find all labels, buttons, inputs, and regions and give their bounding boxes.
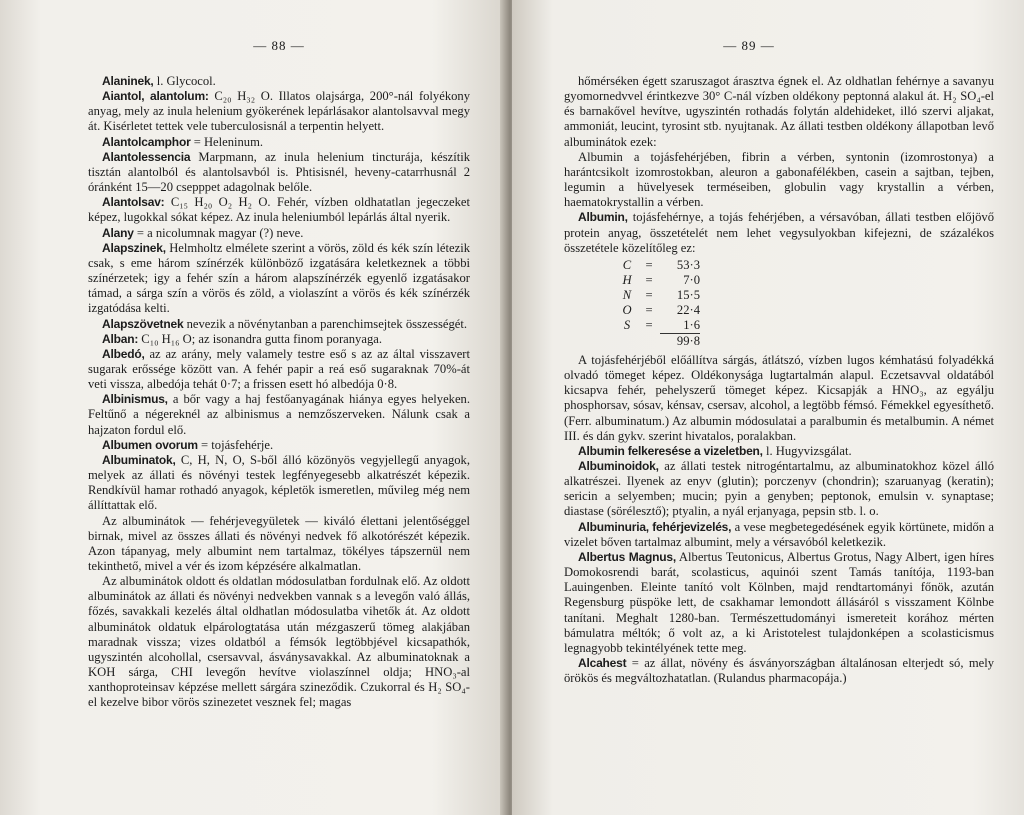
entry-text: = a nicolumnak magyar (?) neve. <box>133 225 304 240</box>
left-page-text <box>88 74 470 711</box>
right-page-number: — 89 — <box>723 38 775 53</box>
entry-text: Marpmann, az inula helenium tincturája, készítik tisztán alantolból és alantolsavból is. Phtisisnél, heveny-catarrhusnál 2 óránként 15—20 csepppet adagolnak belőle. <box>88 149 470 195</box>
right-page <box>512 0 1024 815</box>
entry-text: l. Hugyvizsgálat. <box>762 443 852 458</box>
dictionary-entry <box>88 150 470 195</box>
dictionary-entry <box>88 241 470 317</box>
entry-text: a vese megbetegedésének egyik körtünete, midőn a vizelet bőven tartalmaz albumint, mely a vérsavóból keletkezik. <box>564 519 994 549</box>
right-page-text <box>564 74 994 686</box>
dictionary-entry <box>88 514 470 575</box>
entry-text: Az albuminátok oldott és oldatlan módosulatban fordulnak elő. Az oldott albuminátok az állati és növényi nedvekben vannak s a levegőn való állás, főzés, savakkali kezelés által oldhatlan módosulatba vihetők át. Az oldott albuminátok oldatuk elpárologtatása után mézgaszerű tömeg alakjában maradnak vissza; vizes oldatból a fémsók legtöbbjével kicsapathók, ugyszintén alcohollal, csersavval, ásványsavakkal. Az albuminatoknak a KOH sárga, CHI levegőn hevítve violaszínnel oldja; HNO₃-al xanthoproteinsav képzése mellett sárgára szineződik. Czukorral és H₂ SO₄-el kezelve bibor vörös szinezetet vesznek fel; magas <box>88 574 470 710</box>
element-percent: 15·5 <box>676 287 700 302</box>
left-page <box>0 0 508 815</box>
entry-text: C₁₅ H₂₀ O₂ H₂ O. Fehér, vízben oldhatatlan jegeczeket képez, lugokkal sókat képez. Az inula heleniumból lepárlás által nyerik. <box>88 195 470 225</box>
dictionary-entry <box>88 195 470 225</box>
element-percent: 53·3 <box>676 257 700 272</box>
element-symbol: N <box>622 287 632 302</box>
dictionary-entry <box>88 226 470 241</box>
entry-term: Albumin, <box>578 210 628 225</box>
entry-term: Alantolcamphor <box>102 134 191 149</box>
entry-text: C₁₀ H₁₆ O; az isonandra gutta finom poranyaga. <box>138 331 382 346</box>
dictionary-entry <box>88 135 470 150</box>
entry-term: Alban: <box>102 331 139 346</box>
entry-term: Alapszinek, <box>102 240 166 255</box>
composition-total-row <box>616 333 994 349</box>
composition-row <box>616 303 994 318</box>
dictionary-entry <box>564 459 994 520</box>
entry-term: Alantolessencia <box>102 149 191 164</box>
dictionary-entry <box>88 347 470 392</box>
entry-text: hőmérséken égett szaruszagot árasztva égnek el. Az oldhatlan fehérnye a savanyu gyomornedvvel érintkezve 30° C-nál vízben oldékony peptonná alakul át. H₂ SO₄-el és barnakővel hevítve, ugyszintén rothadás folytán aldehideket, illó szervi aljakat, ammoniát, leucint, tyrosint stb. nyujtanak. Az állati testben oldékony állapotban levő albuminátok ezek: <box>564 74 994 149</box>
dictionary-entry <box>564 444 994 459</box>
element-symbol: S <box>623 317 631 332</box>
entry-term: Alcahest <box>578 656 627 670</box>
equals-sign: = <box>645 257 653 272</box>
dictionary-entry <box>564 74 994 150</box>
entry-text: Az albuminátok — fehérjevegyületek — kiváló élettani jelentőséggel birnak, mivel az összes állati és növényi nedvek fő alkotórészét képezik. Azon tápanyag, mely albumint nem tartalmaz, tökélyes tápszernül nem tekinthető, mivel a vér és izom képzésére alkalmatlan. <box>88 513 470 573</box>
entry-term: Albumen ovorum <box>102 437 198 452</box>
entry-term: Alaninek, <box>102 74 154 88</box>
equals-sign: = <box>645 287 653 302</box>
dictionary-entry <box>564 353 994 444</box>
element-percent: 7·0 <box>683 272 700 287</box>
entry-term: Alapszövetnek <box>102 316 184 331</box>
entry-text: C, H, N, O, S-ből álló közönyös vegyjellegű anyagok, melyek az állati és növényi testek legfényegesebb alkatrészét képezik. Rendkívül hamar rothadó anyagok, képletök ismeretlen, művileg még nem állíttattak elő. <box>88 452 470 513</box>
composition-row <box>616 273 994 288</box>
composition-row <box>616 258 994 273</box>
entry-text: az az arány, mely valamely testre eső s az az által visszavert sugarak erőssége között van. A fehér papir a reá eső sugaraknak 70%-át veti vissza, albedója tehát 0·7; a frissen esett hó albedója 0·8. <box>88 346 470 392</box>
dictionary-entry <box>88 332 470 347</box>
entry-text: az állati testek nitrogéntartalmu, az albuminatokhoz közel álló alkatrészei. Ilyenek az enyv (glutin); porczenyv (chondrin); szaruanyag (keratin); sericin a selyemben; mucin; pyin a genyben; peptonok, emulsin v. synaptase; diastase (sörélesztő); ptyalin, a nyál erjanyaga, pepsin stb. l. o. <box>564 458 994 519</box>
dictionary-entry <box>88 453 470 514</box>
dictionary-entry <box>88 74 470 89</box>
entry-text: a bőr vagy a haj festőanyagának hiánya egyes helyeken. Feltűnő a négereknél az albinismus a nemzőszerveken. Nálunk csak a hajzaton fordul elő. <box>88 392 470 437</box>
dictionary-entry <box>564 550 994 656</box>
entry-text: = tojásfehérje. <box>197 437 274 452</box>
dictionary-entry <box>564 150 994 211</box>
dictionary-entry <box>88 317 470 332</box>
composition-row <box>616 318 994 333</box>
entry-text: = az állat, növény és ásványországban általánosan elterjedt só, mely örökös és megváltozhatatlan. (Rulandus pharmacopája.) <box>564 656 994 686</box>
equals-sign: = <box>645 272 653 287</box>
entry-text: l. Glycocol. <box>153 74 216 88</box>
entry-text: C₂₀ H₃₂ O. Illatos olajsárga, 200°-nál folyékony anyag, mely az inula helenium gyökerének lepárlásakor alantolsavval megy át. Kisérletet tettek vele tuberculosisnál a terpentin helyett. <box>88 89 471 134</box>
entry-text: nevezik a növénytanban a parenchimsejtek összességét. <box>183 316 468 331</box>
composition-row <box>616 288 994 303</box>
entry-text: = Heleninum. <box>190 134 264 149</box>
element-symbol: C <box>622 257 632 272</box>
element-symbol: H <box>622 272 632 287</box>
entry-term: Albuminatok, <box>102 452 176 467</box>
right-paragraphs-before <box>564 74 994 256</box>
composition-total: 99·8 <box>660 333 700 349</box>
entry-term: Alany <box>102 225 134 240</box>
dictionary-entry <box>88 438 470 453</box>
albumin-composition-table <box>616 258 994 349</box>
entry-term: Albinismus, <box>102 392 168 407</box>
entry-text: Albumin a tojásfehérjében, fibrin a vérben, syntonin (izomrostonya) a harántcsikolt izomrostokban, aleuron a gabonafélékben, casein a sajtban, tejben, legumin a hüvelyesek terméseiben, globulin vagy krystallin a vérben, haematokrystallin a vérben. <box>564 149 994 210</box>
element-percent: 22·4 <box>676 302 700 317</box>
element-symbol: O <box>622 302 632 317</box>
entry-term: Alantolsav: <box>102 195 165 210</box>
dictionary-entry <box>88 574 470 710</box>
entry-term: Albuminoidok, <box>578 458 659 473</box>
entry-text: A tojásfehérjéből előállítva sárgás, átlátszó, vízben lugos kémhatású folyadékká olvadó tömeget képez. Oldékonysága lugtartalmán alapul. Eczetsavval oldatából kicsapva fehér, pehelyszerű tömeget képez. Kicsapják a HNO₃, az egyálju phosphorsav, sósav, kénsav, csersav, alcohol, a legtöbb fémsó. Fémekkel egyesíthető. (Ferr. albuminatum.) Az albumin módosulatai a paralbumin és metalbumin. A német III. és dán gykv. szerint hivatalos, poralakban. <box>564 352 994 443</box>
equals-sign: = <box>645 317 653 332</box>
right-paragraphs-after <box>564 353 994 686</box>
entry-term: Albedó, <box>102 346 145 361</box>
dictionary-entry <box>88 89 470 134</box>
equals-sign: = <box>645 302 653 317</box>
entry-term: Aiantol, alantolum: <box>102 89 209 104</box>
dictionary-entry <box>564 656 994 686</box>
entry-text: Helmholtz elmélete szerint a vörös, zöld és kék szín létezik csak, s eme három színérzék különböző izgatására keletkeznek a többi színérzetek; igy a fehér szín a három alapszínérzék egyenlő izgatásakor támad, a sárga szín a vörös és zöld, a violaszínt a vörös és kék színérzék izgatódása kelti. <box>88 240 470 316</box>
element-percent: 1·6 <box>683 317 700 332</box>
dictionary-entry <box>564 210 994 255</box>
entry-term: Albumin felkeresése a vizeletben, <box>578 443 763 458</box>
entry-text: Albertus Teutonicus, Albertus Grotus, Nagy Albert, igen híres Domokosrendi barát, scolasticus, aquinói szent Tamás tanítója, 1193-ban Lauingenben. Eleinte tanító volt Kölnben, majd rendtartományi főnök, azután Regensburg püspöke lett, de csakhamar lemondott állásáról s visszament Kölnbe tanítani. Meghalt 1280-ban. Természettudományi ismereteit korához mérten bámulatra méltók; ő volt az, a ki Aristotelest tulajdonképen a scolasticismus legnagyobb tekintélyének tette meg. <box>564 549 994 655</box>
left-page-number: — 88 — <box>253 38 305 53</box>
entry-term: Albertus Magnus, <box>578 549 676 564</box>
dictionary-entry <box>564 520 994 550</box>
entry-text: tojásfehérnye, a tojás fehérjében, a vérsavóban, állati testben előjövő protein anyag, összetételét nem lehet vegysulyokban kifejezni, de százalékos összetétele közelítőleg ez: <box>564 210 994 255</box>
dictionary-entry <box>88 392 470 437</box>
entry-term: Albuminuria, fehérjevizelés, <box>578 519 732 534</box>
